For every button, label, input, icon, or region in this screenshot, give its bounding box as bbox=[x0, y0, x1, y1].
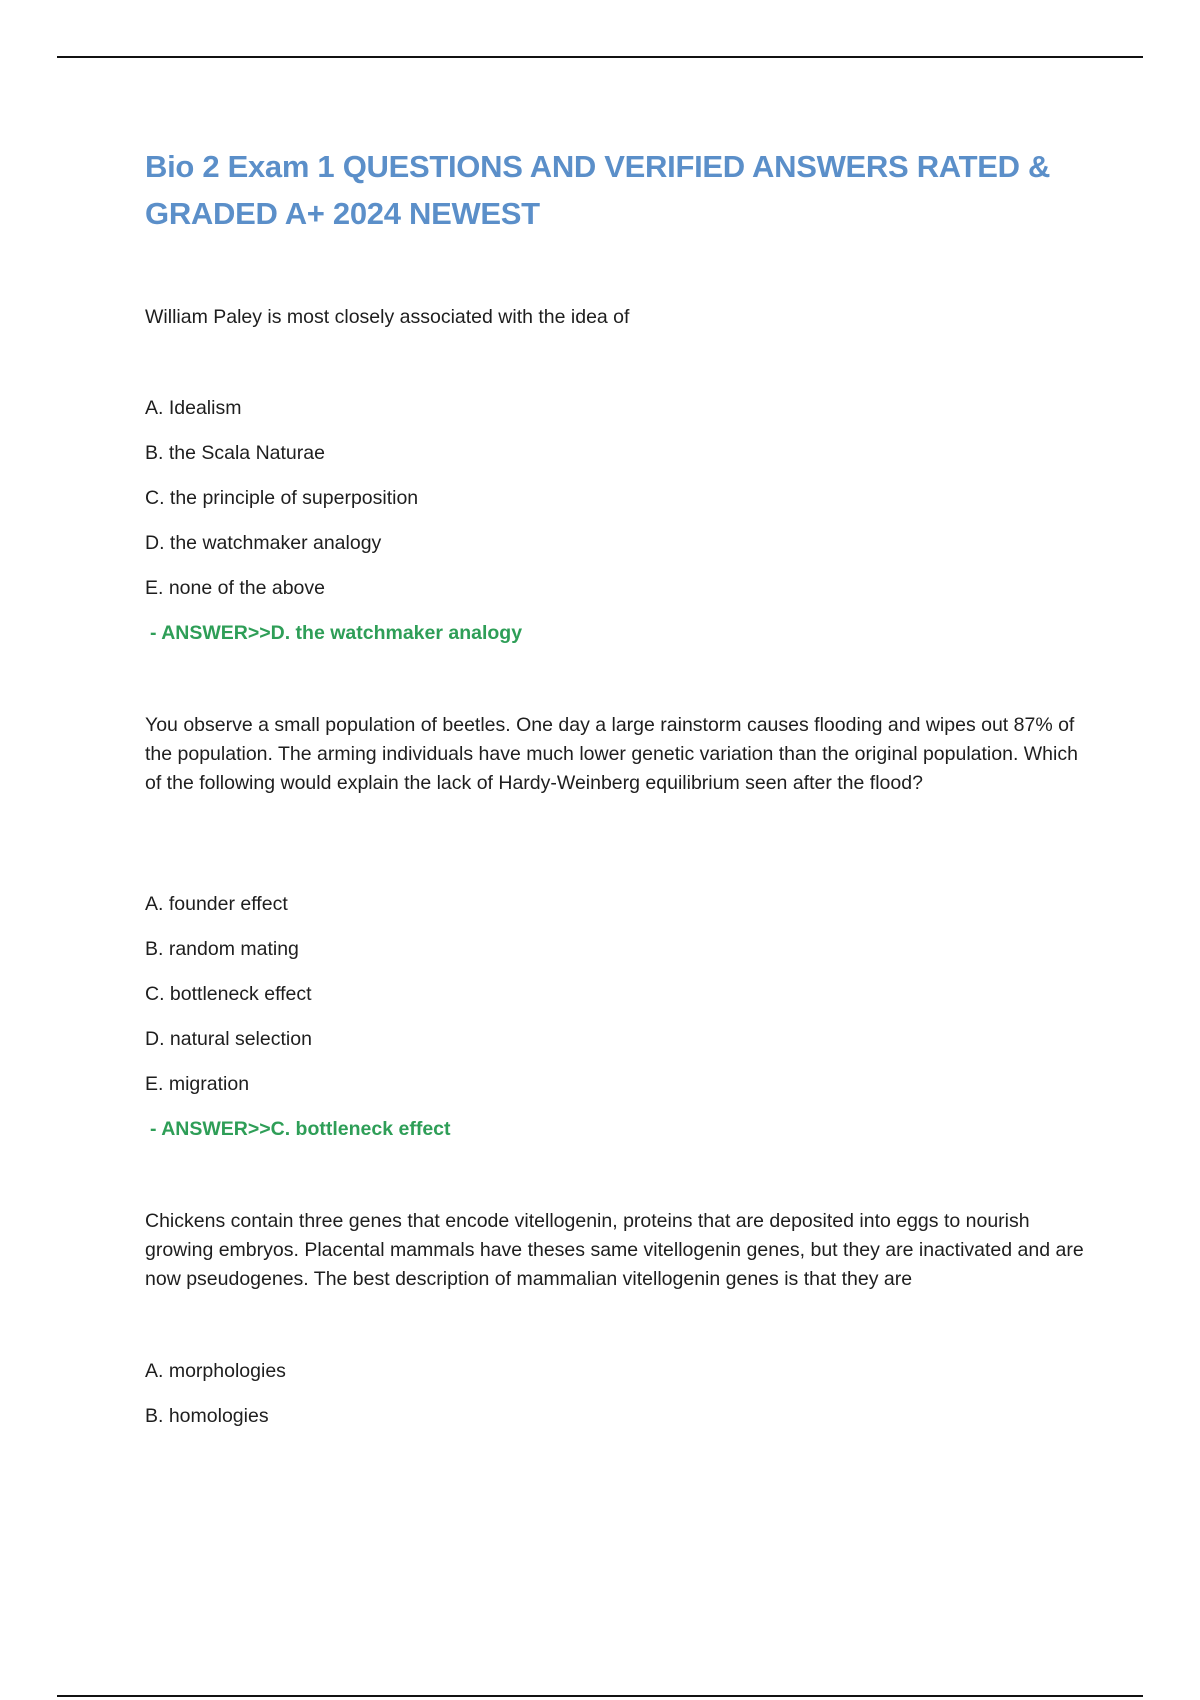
question-1-option-d: D. the watchmaker analogy bbox=[145, 532, 382, 554]
question-3-options bbox=[145, 1359, 1095, 1449]
document-title: Bio 2 Exam 1 QUESTIONS AND VERIFIED ANSWERS RATED & GRADED A+ 2024 NEWEST bbox=[145, 149, 1051, 231]
question-2-options bbox=[145, 892, 1095, 1141]
question-2-option-c: C. bottleneck effect bbox=[145, 983, 312, 1005]
question-2-option-e: E. migration bbox=[145, 1073, 250, 1095]
question-1-answer: - ANSWER>>D. the watchmaker analogy bbox=[150, 622, 523, 644]
question-3-text: Chickens contain three genes that encode vitellogenin, proteins that are deposited into eggs to nourish growing embryos. Placental mammals have theses same vitellogenin genes, but they are inactivated and are now pseudogenes. The best description of mammalian vitellogenin genes is that they are bbox=[145, 1210, 1084, 1290]
question-2-answer: - ANSWER>>C. bottleneck effect bbox=[150, 1118, 451, 1140]
question-2-text: You observe a small population of beetles. One day a large rainstorm causes flooding and wipes out 87% of the population. The arming individuals have much lower genetic variation than the original population. Which of the following would explain the lack of Hardy-Weinberg equilibrium seen after the flood? bbox=[145, 714, 1078, 794]
question-3-option-b: B. homologies bbox=[145, 1405, 269, 1427]
question-1-text: William Paley is most closely associated with the idea of bbox=[145, 306, 630, 328]
question-2-option-b: B. random mating bbox=[145, 938, 299, 960]
question-2-option-a: A. founder effect bbox=[145, 893, 288, 915]
question-1-option-b: B. the Scala Naturae bbox=[145, 442, 325, 464]
question-1-options bbox=[145, 396, 1095, 645]
question-1-option-a: A. Idealism bbox=[145, 397, 242, 419]
question-2-option-d: D. natural selection bbox=[145, 1028, 312, 1050]
top-horizontal-rule bbox=[57, 56, 1143, 58]
question-1-option-e: E. none of the above bbox=[145, 577, 325, 599]
question-3-option-a: A. morphologies bbox=[145, 1360, 286, 1382]
bottom-horizontal-rule bbox=[57, 1695, 1143, 1697]
question-1-option-c: C. the principle of superposition bbox=[145, 487, 419, 509]
